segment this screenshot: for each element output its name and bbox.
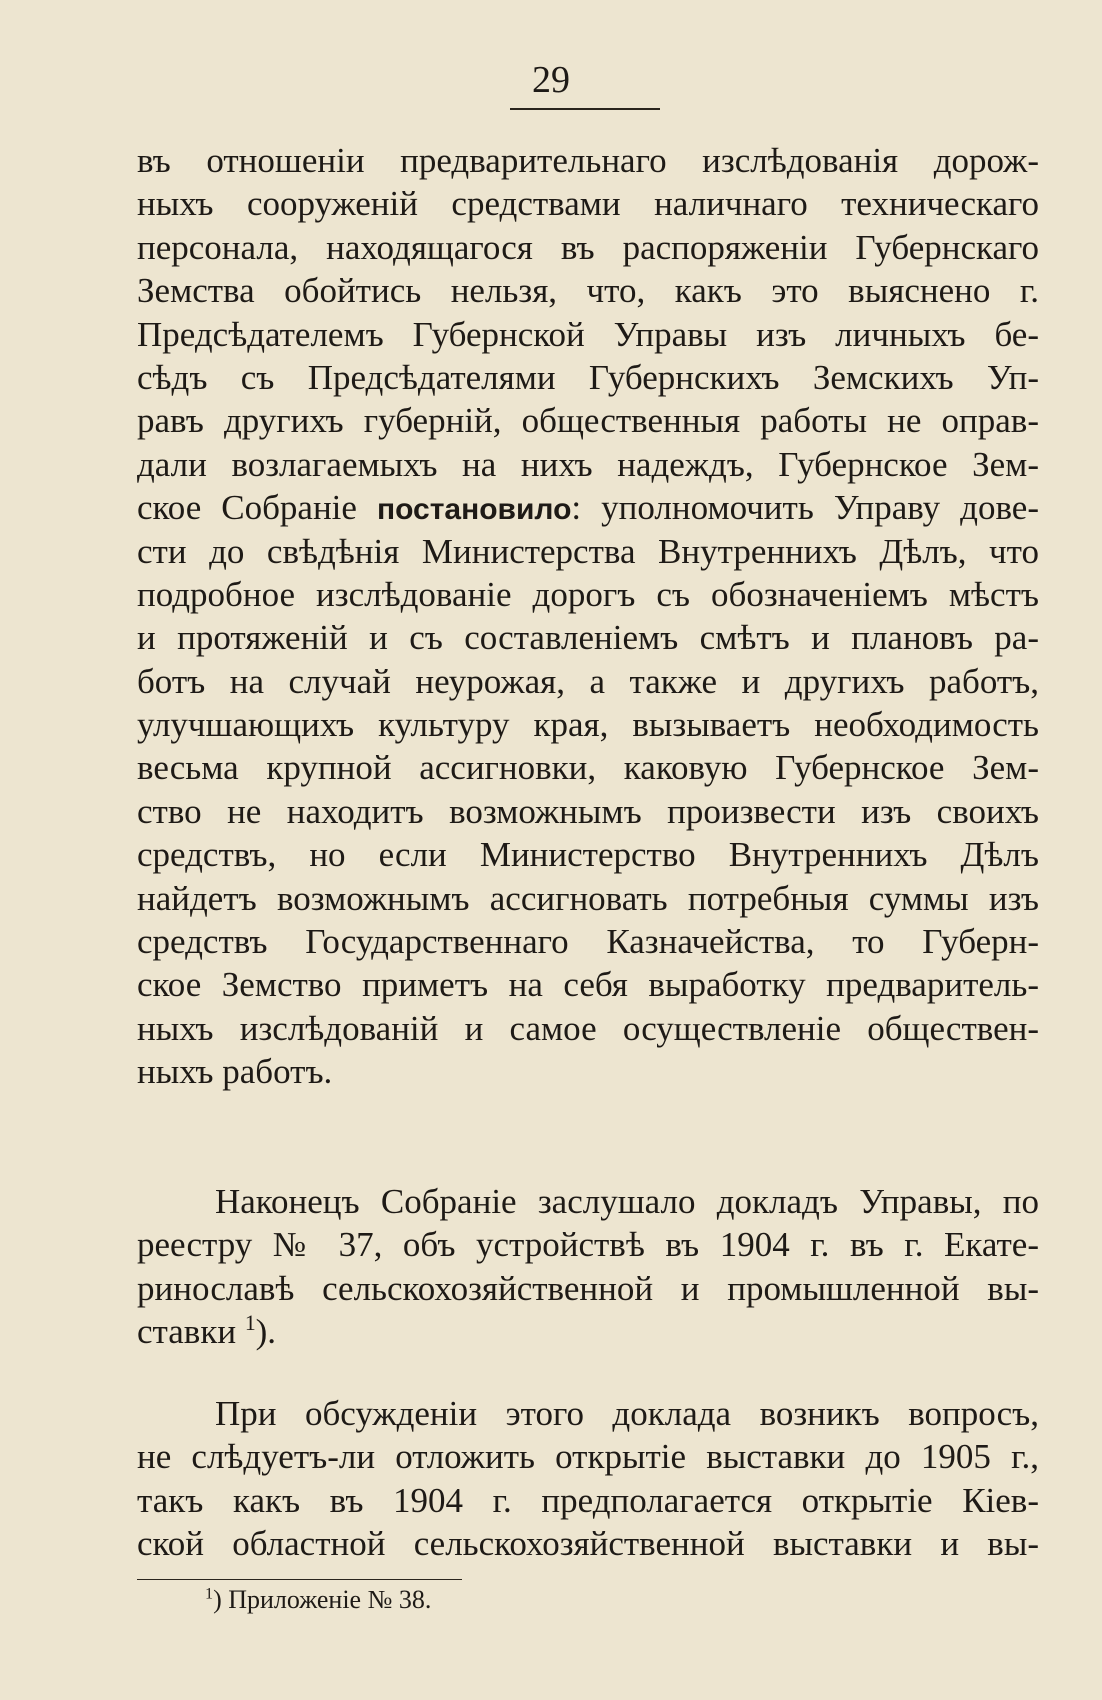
footnote-text: ) Приложеніе № 38.: [213, 1585, 432, 1614]
text-line: такъ какъ въ 1904 г. предполагается открытіе Кіев-: [137, 1480, 1039, 1520]
text-line: ское Земство приметъ на себя выработку предваритель-: [137, 965, 1039, 1005]
page-number-rule: [510, 108, 660, 110]
text-line: сти до свѣдѣнія Министерства Внутреннихъ Дѣлъ, что: [137, 531, 1039, 571]
page-number: 29: [532, 59, 570, 101]
text-line: Земства обойтись нельзя, что, какъ это выяснено г.: [137, 271, 1039, 311]
text-line: персонала, находящагося въ распоряженіи Губернскаго: [137, 227, 1039, 267]
text-line: ство не находитъ возможнымъ произвести изъ своихъ: [137, 791, 1039, 831]
footnote-marker: 1: [205, 1585, 214, 1603]
text-line: улучшающихъ культуру края, вызываетъ необходимость: [137, 705, 1039, 745]
paragraph-3: [137, 1392, 1039, 1566]
text-line: найдетъ возможнымъ ассигновать потребныя суммы изъ: [137, 878, 1039, 918]
bold-keyword: постановило: [376, 493, 572, 527]
text-line: Предсѣдателемъ Губернской Управы изъ личныхъ бе-: [137, 314, 1039, 354]
text-line-with-bold: [137, 486, 1039, 529]
text-line-last: [137, 1310, 1039, 1353]
text-line: равъ другихъ губерній, общественныя работы не оправ-: [137, 401, 1039, 441]
footnote: [205, 1583, 431, 1617]
text-line: ныхъ сооруженій средствами наличнаго техническаго: [137, 184, 1039, 224]
text-line: ботъ на случай неурожая, а также и другихъ работъ,: [137, 661, 1039, 701]
text-line-last: ныхъ работъ.: [137, 1052, 333, 1092]
text-line: средствъ Государственнаго Казначейства, то Губерн-: [137, 922, 1039, 962]
paragraph-2: [137, 1180, 1039, 1354]
text-fragment: ское Собраніе: [137, 488, 377, 528]
text-line: и протяженій и съ составленіемъ смѣтъ и плановъ ра-: [137, 618, 1039, 658]
text-line: подробное изслѣдованіе дорогъ съ обозначеніемъ мѣстъ: [137, 574, 1039, 614]
text-line: ринославѣ сельскохозяйственной и промышленной вы-: [137, 1268, 1039, 1308]
text-line-first: При обсужденіи этого доклада возникъ вопросъ,: [215, 1394, 1039, 1433]
text-line: ской областной сельскохозяйственной выставки и вы-: [137, 1524, 1039, 1564]
text-line: весьма крупной ассигновки, каковую Губернское Зем-: [137, 748, 1039, 788]
text-line: реестру № 37, объ устройствѣ въ 1904 г. въ г. Екате-: [137, 1225, 1039, 1265]
text-line: въ отношеніи предварительнаго изслѣдованія дорож-: [137, 141, 1039, 180]
paragraph-1: [137, 139, 1039, 1094]
text-fragment: : уполномочить Управу дове-: [571, 488, 1039, 528]
footnote-rule: [137, 1579, 462, 1580]
text-line: не слѣдуетъ-ли отложить открытіе выставки до 1905 г.,: [137, 1437, 1039, 1477]
text-line: ныхъ изслѣдованій и самое осуществленіе обществен-: [137, 1008, 1039, 1048]
text-fragment: ставки: [137, 1312, 237, 1352]
text-fragment: ).: [255, 1312, 277, 1352]
text-line-first: Наконецъ Собраніе заслушало докладъ Управы, по: [215, 1182, 1039, 1221]
text-line: дали возлагаемыхъ на нихъ надеждъ, Губернское Зем-: [137, 444, 1039, 484]
text-line: средствъ, но если Министерство Внутреннихъ Дѣлъ: [137, 835, 1039, 875]
footnote-reference: 1: [244, 1311, 256, 1336]
text-line: сѣдъ съ Предсѣдателями Губернскихъ Земскихъ Уп-: [137, 357, 1039, 397]
